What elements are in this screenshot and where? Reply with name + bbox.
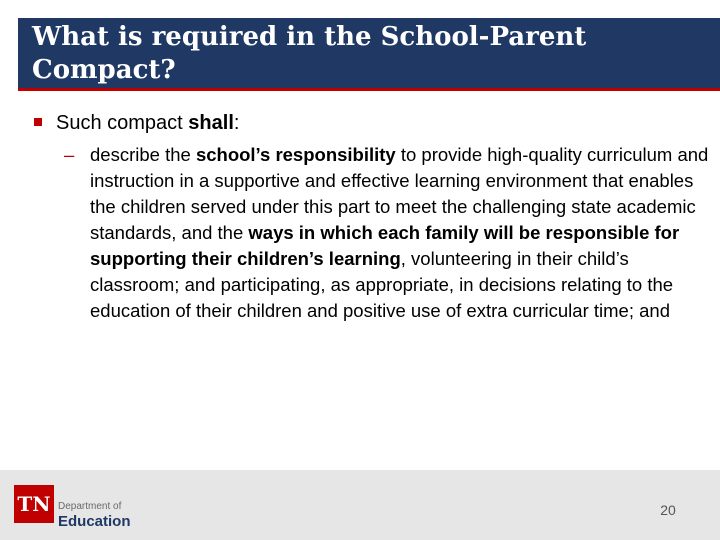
sub-bullet-bold-part: school’s responsibility [195, 144, 396, 165]
bullet-suffix: : [233, 112, 240, 134]
bullet-text: Such compact [56, 112, 189, 134]
sub-bullet-part: to provide high-quality curriculum and instruction in a supportive and effective learning environment that enables the children served under this part to meet the challenging state academic standards, and the [90, 144, 709, 243]
bullet-bold-text: shall [188, 112, 234, 134]
page-number: 20 [660, 502, 676, 518]
slide-title: What is required in the School-Parent Compact? [32, 22, 587, 85]
logo-department-text: Department of [58, 501, 122, 512]
title-bar [18, 18, 720, 90]
sub-bullet-part: , volunteering in their child’s classroom; and participating, as appropriate, in decisions relating to the education of their children and positive use of extra curricular time; and [90, 248, 674, 321]
square-bullet-icon [34, 118, 42, 126]
tn-logo-mark: TN [14, 485, 54, 523]
sub-bullet-bold-part: ways in which each family will be responsible for supporting their children’s learning [90, 222, 680, 269]
sub-bullet-part: describe the [90, 144, 196, 165]
sub-bullet-item [64, 142, 714, 324]
logo-education-text: Education [58, 513, 131, 530]
dash-bullet-icon: – [64, 144, 75, 165]
tn-education-logo [14, 485, 134, 531]
bullet-item [34, 110, 239, 136]
title-underline [18, 88, 720, 91]
sub-bullet-text [90, 142, 714, 324]
